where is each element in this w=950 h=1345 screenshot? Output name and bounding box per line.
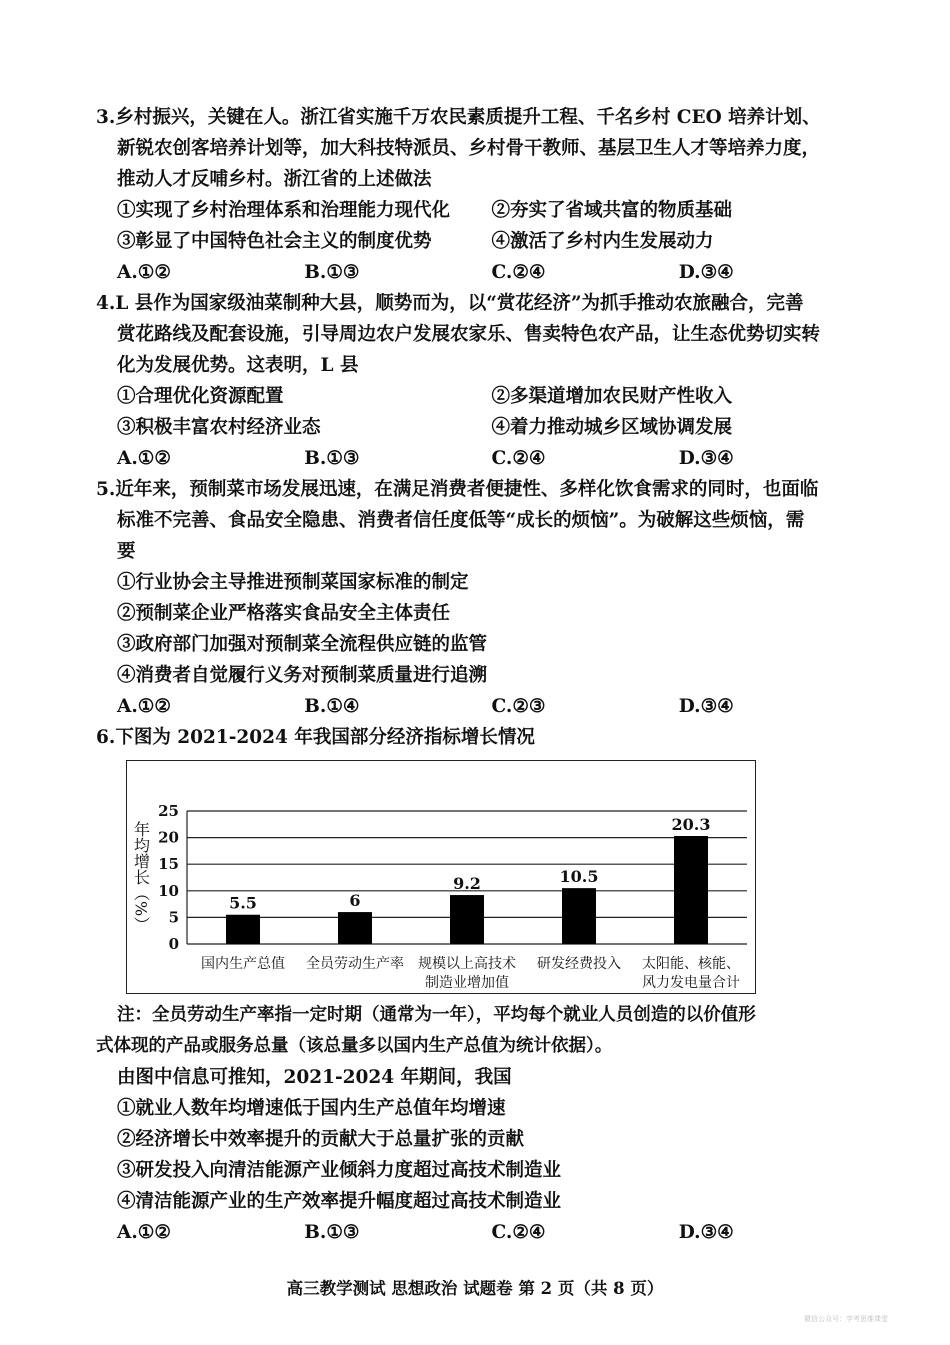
- chart-bar: [450, 895, 484, 944]
- question-3-answer-c: C.②④: [491, 262, 546, 283]
- question-3-stem-line-2: 新锐农创客培养计划等，加大科技特派员、乡村骨干教师、基层卫生人才等培养力度，: [117, 138, 821, 159]
- question-5-stem-line-1: [96, 474, 866, 505]
- question-3-answer-d: D.③④: [678, 262, 734, 283]
- chart-note-line-2: 式体现的产品或服务总量（该总量多以国内生产总值为统计依据）。: [96, 1036, 613, 1056]
- question-6-answer-b: B.①③: [304, 1222, 360, 1243]
- question-4-stem-line-3: 化为发展优势。这表明，L 县: [117, 355, 359, 376]
- question-5-stem-line-2: 标准不完善、食品安全隐患、消费者信任度低等“成长的烦恼”。为破解这些烦恼，需: [117, 510, 805, 531]
- chart-y-tick-label: 10: [158, 881, 179, 900]
- chart-category-label: 太阳能、核能、: [642, 956, 740, 972]
- question-6-answers: [96, 1217, 866, 1248]
- bar-chart-frame: [126, 760, 756, 994]
- question-4-option-3: ③积极丰富农村经济业态: [117, 417, 321, 438]
- watermark: 微信公众号：学考思维课堂: [804, 1315, 888, 1323]
- question-3-stem-text-1: 乡村振兴，关键在人。浙江省实施千万农民素质提升工程、千名乡村 CEO 培养计划、: [115, 107, 821, 128]
- chart-category-label: 风力发电量合计: [642, 975, 740, 991]
- chart-value-label: 9.2: [453, 874, 481, 894]
- question-4-number: 4.: [96, 293, 116, 314]
- question-5-answer-d: D.③④: [678, 696, 734, 717]
- question-3-answer-b: B.①③: [304, 262, 360, 283]
- chart-y-tick-label: 25: [158, 802, 179, 820]
- question-3-answer-a: A.①②: [117, 262, 171, 283]
- question-4-answer-a: A.①②: [117, 448, 171, 469]
- question-6-stem-text-1: 下图为 2021-2024 年我国部分经济指标增长情况: [115, 727, 535, 748]
- question-4-answer-c: C.②④: [491, 448, 546, 469]
- question-6-answer-c: C.②④: [491, 1222, 546, 1243]
- question-6-lead: 由图中信息可推知，2021-2024 年期间，我国: [117, 1067, 512, 1088]
- question-3-option-3: ③彰显了中国特色社会主义的制度优势: [117, 231, 432, 252]
- question-5-stem-text-1: 近年来，预制菜市场发展迅速，在满足消费者便捷性、多样化饮食需求的同时，也面临: [115, 479, 819, 500]
- question-3-options-row-1: [96, 195, 866, 226]
- question-4: [96, 288, 866, 474]
- question-6-answer-a: A.①②: [117, 1222, 171, 1243]
- question-5-answer-a: A.①②: [117, 696, 171, 717]
- bar-chart: [127, 761, 755, 993]
- chart-y-ticks: [158, 802, 179, 953]
- chart-bar: [562, 888, 596, 944]
- chart-y-tick-label: 15: [158, 855, 179, 874]
- question-3-answers: [96, 257, 866, 288]
- question-4-answers: [96, 443, 866, 474]
- chart-y-tick-label: 20: [158, 828, 179, 847]
- question-6-stem-line-1: [96, 722, 866, 753]
- question-3-option-2: ②夯实了省域共富的物质基础: [491, 200, 733, 221]
- question-6-answer-d: D.③④: [678, 1222, 734, 1243]
- question-3-options-row-2: [96, 226, 866, 257]
- question-4-answer-b: B.①③: [304, 448, 360, 469]
- chart-bar: [226, 915, 260, 944]
- question-6-option-1: ①就业人数年均增速低于国内生产总值年均增速: [117, 1098, 506, 1119]
- question-6-number: 6.: [96, 727, 116, 748]
- question-3-number: 3.: [96, 107, 116, 128]
- chart-category-labels: [201, 955, 740, 991]
- page-footer: 高三教学测试 思想政治 试题卷 第 2 页（共 8 页）: [286, 1279, 664, 1298]
- chart-value-label: 6: [349, 891, 361, 911]
- question-3-option-4: ④激活了乡村内生发展动力: [491, 231, 714, 252]
- chart-category-label: 国内生产总值: [201, 956, 285, 972]
- question-5-stem-line-3: 要: [117, 541, 136, 562]
- chart-category-label: 制造业增加值: [425, 975, 509, 991]
- chart-y-tick-label: 0: [168, 935, 179, 953]
- question-6-option-4: ④清洁能源产业的生产效率提升幅度超过高技术制造业: [117, 1191, 562, 1212]
- question-5: [96, 474, 866, 722]
- question-5-number: 5.: [96, 479, 116, 500]
- question-4-option-4: ④着力推动城乡区域协调发展: [491, 417, 733, 438]
- question-3: [96, 102, 866, 288]
- question-6-option-2: ②经济增长中效率提升的贡献大于总量扩张的贡献: [117, 1129, 525, 1150]
- question-5-option-1: ①行业协会主导推进预制菜国家标准的制定: [117, 572, 469, 593]
- chart-value-label: 5.5: [229, 893, 257, 913]
- question-4-option-1: ①合理优化资源配置: [117, 386, 284, 407]
- question-4-stem-line-2: 赏花路线及配套设施，引导周边农户发展农家乐、售卖特色农产品，让生态优势切实转: [117, 324, 821, 345]
- question-5-answer-c: C.②③: [491, 696, 546, 717]
- chart-category-label: 研发经费投入: [537, 956, 621, 972]
- question-3-stem-line-1: [96, 102, 866, 133]
- chart-y-tick-label: 5: [168, 908, 179, 927]
- question-3-option-1: ①实现了乡村治理体系和治理能力现代化: [117, 200, 451, 221]
- chart-category-label: 规模以上高技术: [418, 956, 516, 972]
- question-4-stem-line-1: [96, 288, 866, 319]
- chart-value-label: 20.3: [671, 815, 711, 835]
- question-6-body: [96, 1062, 866, 1248]
- chart-note-line-1: 注：全员劳动生产率指一定时期（通常为一年），平均每个就业人员创造的以价值形: [117, 1005, 756, 1025]
- question-4-answer-d: D.③④: [678, 448, 734, 469]
- chart-value-label: 10.5: [559, 867, 599, 887]
- question-6: [96, 722, 866, 753]
- chart-y-axis-label: 年均增长（%）: [131, 821, 151, 933]
- question-4-option-2: ②多渠道增加农民财产性收入: [491, 386, 733, 407]
- chart-bar: [674, 836, 708, 944]
- question-5-option-3: ③政府部门加强对预制菜全流程供应链的监管: [117, 634, 488, 655]
- question-4-options-row-1: [96, 381, 866, 412]
- chart-category-label: 全员劳动生产率: [306, 956, 404, 972]
- question-5-answer-b: B.①④: [304, 696, 360, 717]
- question-5-option-4: ④消费者自觉履行义务对预制菜质量进行追溯: [117, 665, 488, 686]
- question-4-options-row-2: [96, 412, 866, 443]
- question-5-option-2: ②预制菜企业严格落实食品安全主体责任: [117, 603, 451, 624]
- question-4-stem-text-1: L 县作为国家级油菜制种大县，顺势而为，以“赏花经济”为抓手推动农旅融合，完善: [115, 293, 804, 314]
- question-3-stem-line-3: 推动人才反哺乡村。浙江省的上述做法: [117, 169, 432, 190]
- question-6-option-3: ③研发投入向清洁能源产业倾斜力度超过高技术制造业: [117, 1160, 562, 1181]
- question-5-answers: [96, 691, 866, 722]
- chart-bar: [338, 912, 372, 944]
- chart-note: [96, 1000, 856, 1062]
